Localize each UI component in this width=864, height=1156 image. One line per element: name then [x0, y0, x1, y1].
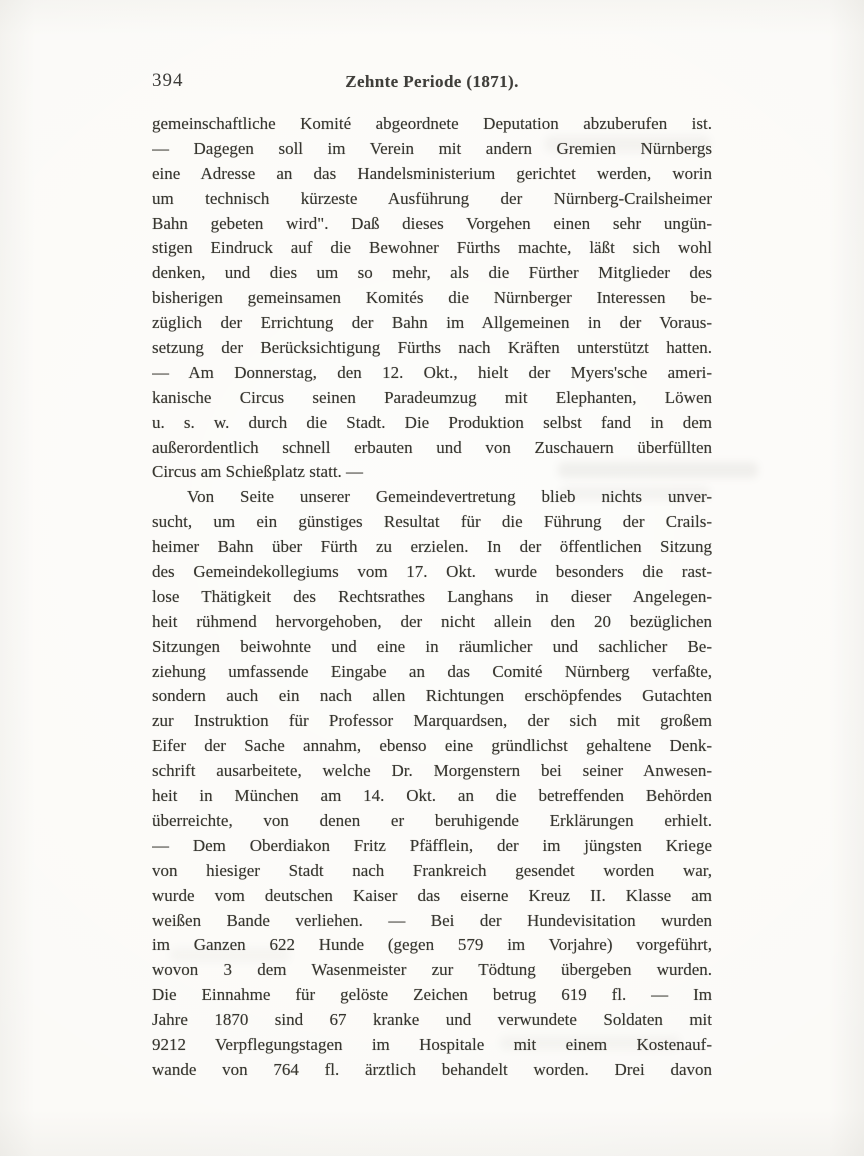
text-line: wurde vom deutschen Kaiser das eiserne Kreuz II. Klasse am [152, 885, 712, 905]
text-line: im Ganzen 622 Hunde (gegen 579 im Vorjahre) vorgeführt, [152, 935, 712, 955]
text-line: — Am Donnerstag, den 12. Okt., hielt der Myers'sche ameri- [152, 362, 712, 382]
text-line: wande von 764 fl. ärztlich behandelt worden. Drei davon [152, 1059, 712, 1079]
text-line: lose Thätigkeit des Rechtsrathes Langhans in dieser Angelegen- [152, 586, 712, 606]
text-line: Jahre 1870 sind 67 kranke und verwundete Soldaten mit [152, 1010, 712, 1030]
text-line: zur Instruktion für Professor Marquardsen, der sich mit großem [152, 711, 712, 731]
page-number: 394 [152, 70, 184, 91]
text-line: u. s. w. durch die Stadt. Die Produktion selbst fand in dem [152, 412, 712, 432]
text-line: Sitzungen beiwohnte und eine in räumlicher und sachlicher Be- [152, 636, 712, 656]
page-text [152, 112, 712, 1083]
text-line: des Gemeindekollegiums vom 17. Okt. wurde besonders die rast- [152, 562, 712, 582]
text-line: heit rühmend hervorgehoben, der nicht allein den 20 bezüglichen [152, 611, 712, 631]
text-line: außerordentlich schnell erbauten und von Zuschauern überfüllten [152, 437, 712, 457]
text-line: Bahn gebeten wird". Daß dieses Vorgehen einen sehr ungün- [152, 213, 712, 233]
text-line: kanische Circus seinen Paradeumzug mit Elephanten, Löwen [152, 387, 712, 407]
text-line: überreichte, von denen er beruhigende Erklärungen erhielt. [152, 810, 712, 830]
running-header: Zehnte Periode (1871). [345, 72, 519, 91]
text-line: sondern auch ein nach allen Richtungen erschöpfendes Gutachten [152, 686, 712, 706]
text-line: 9212 Verpflegungstagen im Hospitale mit einem Kostenauf- [152, 1034, 712, 1054]
text-line: Circus am Schießplatz statt. — [152, 462, 364, 482]
text-line: um technisch kürzeste Ausführung der Nürnberg-Crailsheimer [152, 188, 712, 208]
page-header-row [152, 70, 712, 96]
text-line: — Dagegen soll im Verein mit andern Gremien Nürnbergs [152, 138, 712, 158]
text-line: bisherigen gemeinsamen Komités die Nürnberger Interessen be- [152, 288, 712, 308]
text-line: stigen Eindruck auf die Bewohner Fürths machte, läßt sich wohl [152, 238, 712, 258]
text-line: Die Einnahme für gelöste Zeichen betrug 619 fl. — Im [152, 985, 712, 1005]
text-line: Eifer der Sache annahm, ebenso eine gründlichst gehaltene Denk- [152, 736, 712, 756]
text-line: weißen Bande verliehen. — Bei der Hundevisitation wurden [152, 910, 712, 930]
text-line: wovon 3 dem Wasenmeister zur Tödtung übergeben wurden. [152, 960, 712, 980]
text-line: denken, und dies um so mehr, als die Fürther Mitglieder des [152, 263, 712, 283]
text-line: heit in München am 14. Okt. an die betreffenden Behörden [152, 786, 712, 806]
text-line: schrift ausarbeitete, welche Dr. Morgenstern bei seiner Anwesen- [152, 761, 712, 781]
text-line: Von Seite unserer Gemeindevertretung blieb nichts unver- [187, 487, 712, 507]
text-line: sucht, um ein günstiges Resultat für die Führung der Crails- [152, 512, 712, 532]
text-line: heimer Bahn über Fürth zu erzielen. In der öffentlichen Sitzung [152, 537, 712, 557]
text-line: von hiesiger Stadt nach Frankreich gesendet worden war, [152, 860, 712, 880]
text-line: züglich der Errichtung der Bahn im Allgemeinen in der Voraus- [152, 313, 712, 333]
text-line: — Dem Oberdiakon Fritz Pfäfflein, der im jüngsten Kriege [152, 835, 712, 855]
text-line: eine Adresse an das Handelsministerium gerichtet werden, worin [152, 163, 712, 183]
text-line: gemeinschaftliche Komité abgeordnete Deputation abzuberufen ist. [152, 114, 712, 133]
text-line: ziehung umfassende Eingabe an das Comité Nürnberg verfaßte, [152, 661, 712, 681]
text-line: setzung der Berücksichtigung Fürths nach Kräften unterstützt hatten. [152, 338, 712, 358]
